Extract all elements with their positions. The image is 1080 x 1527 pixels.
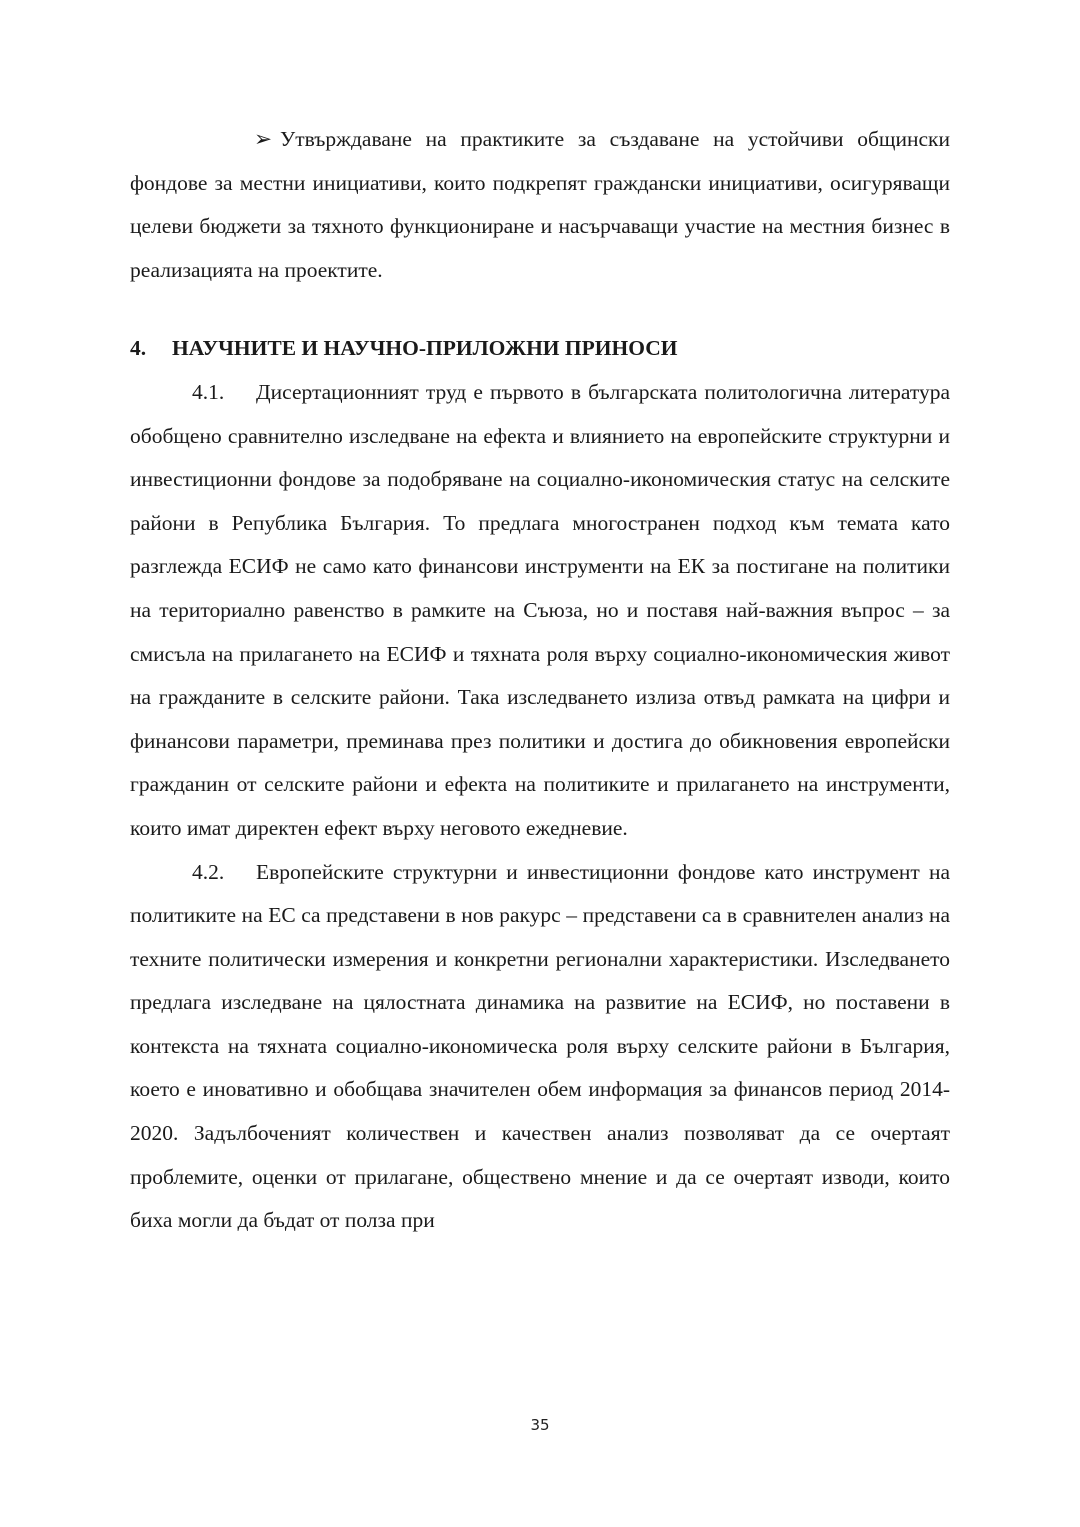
- arrow-bullet-icon: ➢: [254, 127, 273, 151]
- bullet-text: Утвърждаване на практиките за създаване на устойчиви общински фондове за местни инициативи, които подкрепят граждански инициативи, осигуряващи целеви бюджети за тяхното функциониране и насърчаващи участие на местния бизнес в реализацията на проектите.: [130, 127, 950, 282]
- contribution-paragraph-2: [130, 851, 950, 1243]
- page-number: 35: [530, 1416, 550, 1434]
- section-heading: [130, 327, 950, 371]
- paragraph-text: Дисертационният труд е първото в българската политологична литература обобщено сравнително изследване на ефекта и влиянието на европейските структурни и инвестиционни фондове за подобряване на социално-икономическия статус на селските райони в Република България. То предлага многостранен подход към темата като разглежда ЕСИФ не само като финансови инструменти на ЕК за постигане на политики на териториално равенство в рамките на Съюза, но и поставя най-важния въпрос – за смисъла на прилагането на ЕСИФ и тяхната роля върху социално-икономическия живот на гражданите в селските райони. Така изследването излиза отвъд рамката на цифри и финансови параметри, преминава през политики и достига до обикновения европейски гражданин от селските райони и ефекта на политиките и прилагането на инструменти, които имат директен ефект върху неговото ежедневие.: [130, 379, 950, 840]
- paragraph-text: Европейските структурни и инвестиционни фондове като инструмент на политиките на ЕС са представени в нов ракурс – представени са в сравнителен анализ на техните политически измерения и конкретни регионални характеристики. Изследването предлага изследване на цялостната динамика на развитие на ЕСИФ, но поставени в контекста на тяхната социално-икономическа роля върху селските райони в България, което е иновативно и обобщава значителен обем информация за финансов период 2014-2020. Задълбоченият количествен и качествен анализ позволяват да се очертаят проблемите, оценки от прилагане, обществено мнение и да се очертаят изводи, които биха могли да бъдат от полза при: [130, 859, 950, 1233]
- bullet-paragraph: [130, 118, 950, 292]
- document-page: [130, 118, 950, 1243]
- paragraph-number: 4.2.: [192, 859, 225, 884]
- section-number: 4.: [130, 336, 147, 361]
- contribution-paragraph-1: [130, 371, 950, 851]
- paragraph-number: 4.1.: [192, 379, 225, 404]
- section-title: НАУЧНИТЕ И НАУЧНО-ПРИЛОЖНИ ПРИНОСИ: [172, 336, 678, 361]
